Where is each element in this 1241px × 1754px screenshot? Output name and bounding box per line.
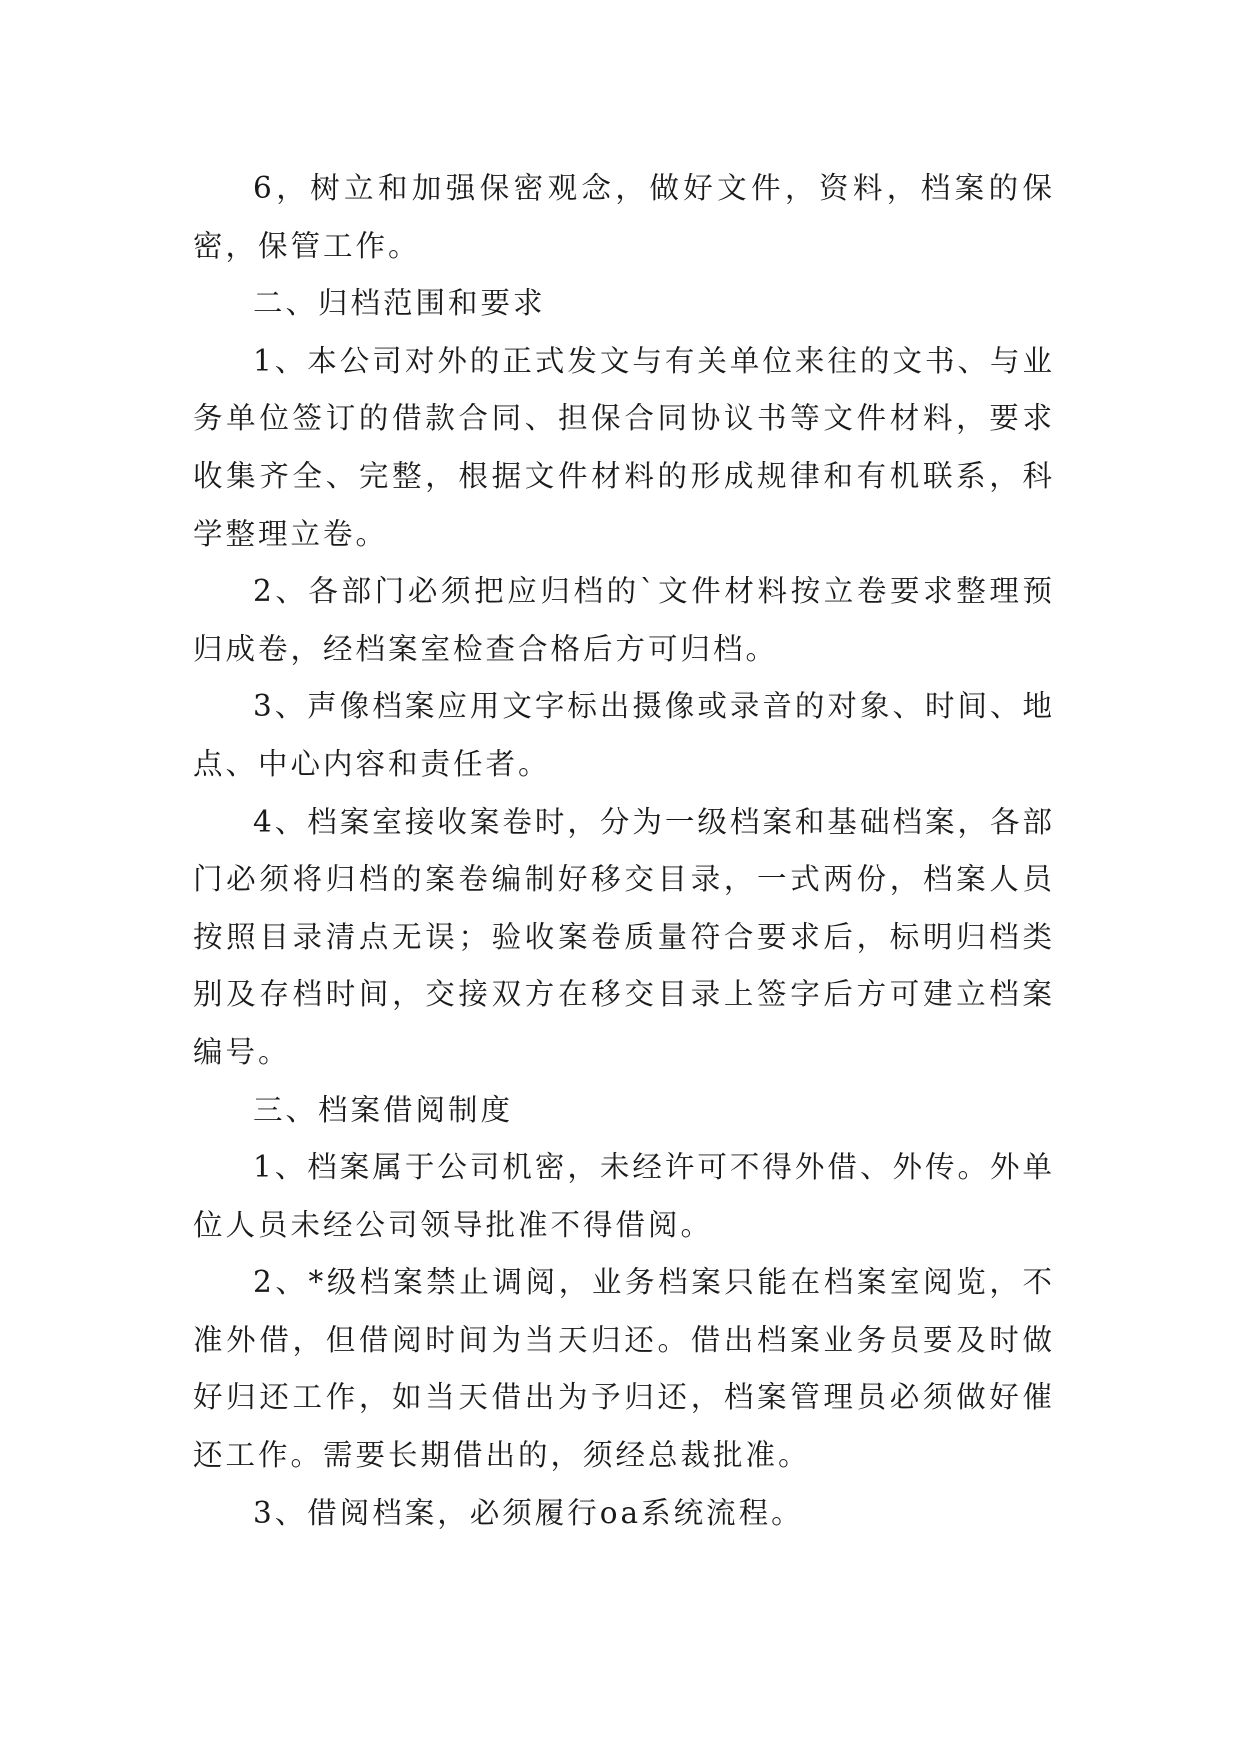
section-heading-borrowing-rules: 三、档案借阅制度 [253, 1092, 514, 1127]
paragraph-archiving-item-3: 3、声像档案应用文字标出摄像或录音的对象、时间、地点、中心内容和责任者。 [193, 689, 1055, 781]
paragraph-borrowing-item-1: 1、档案属于公司机密，未经许可不得外借、外传。外单位人员未经公司领导批准不得借阅。 [193, 1150, 1055, 1242]
section-heading-archiving-scope: 二、归档范围和要求 [253, 286, 546, 321]
paragraph-confidentiality: 6，树立和加强保密观念，做好文件，资料，档案的保密，保管工作。 [193, 171, 1055, 263]
document-body [193, 160, 1055, 1542]
paragraph-borrowing-item-3: 3、借阅档案，必须履行oa系统流程。 [253, 1495, 804, 1530]
paragraph-archiving-item-4: 4、档案室接收案卷时，分为一级档案和基础档案，各部门必须将归档的案卷编制好移交目录，一式两份，档案人员按照目录清点无误；验收案卷质量符合要求后，标明归档类别及存档时间，交接双方在移交目录上签字后方可建立档案编号。 [193, 804, 1055, 1069]
paragraph-borrowing-item-2: 2、*级档案禁止调阅，业务档案只能在档案室阅览，不准外借，但借阅时间为当天归还。借出档案业务员要及时做好归还工作，如当天借出为予归还，档案管理员必须做好催还工作。需要长期借出的，须经总裁批准。 [193, 1265, 1055, 1473]
paragraph-archiving-item-1: 1、本公司对外的正式发文与有关单位来往的文书、与业务单位签订的借款合同、担保合同协议书等文件材料，要求收集齐全、完整，根据文件材料的形成规律和有机联系，科学整理立卷。 [193, 343, 1055, 551]
paragraph-archiving-item-2: 2、各部门必须把应归档的`文件材料按立卷要求整理预归成卷，经档案室检查合格后方可归档。 [193, 574, 1055, 666]
